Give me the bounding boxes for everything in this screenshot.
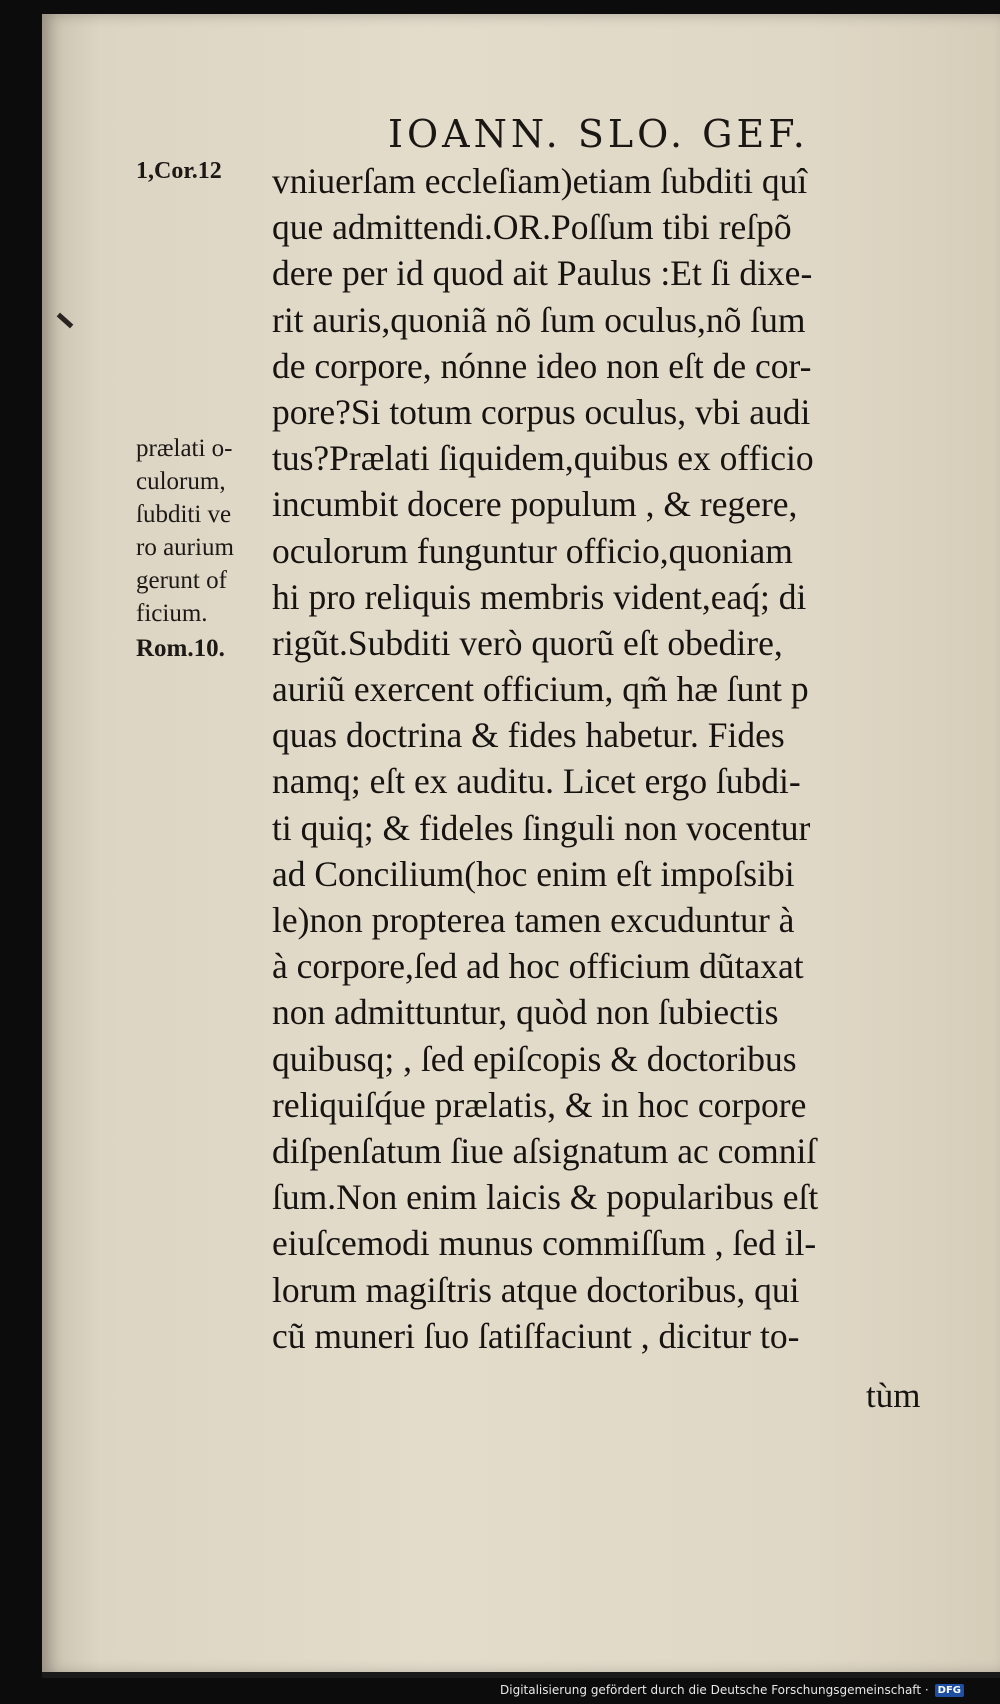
text-line: diſpenſatum ſiue aſsignatum ac comniſ	[272, 1130, 817, 1171]
text-line: dere per id quod ait Paulus :Et ſi dixe-	[272, 253, 813, 294]
text-line: ſum.Non enim laicis & popularibus eſt	[272, 1177, 819, 1218]
text-line: quas doctrina & fides habetur. Fides	[272, 715, 785, 756]
margin-note-line: ro aurium	[136, 534, 234, 561]
text-line: lorum magiſtris atque doctoribus, qui	[272, 1269, 800, 1310]
text-line: que admittendi.OR.Poſſum tibi reſpõ	[272, 207, 792, 248]
running-head: IOANN. SLO. GEF.	[388, 112, 809, 156]
catchword: tùm	[866, 1376, 921, 1415]
text-line: quibusq; , ſed epiſcopis & doctoribus	[272, 1038, 797, 1079]
dfg-logo-icon: DFG	[935, 1684, 964, 1697]
margin-note-line: prælati o-	[136, 435, 233, 462]
text-line: oculorum funguntur officio,quoniam	[272, 530, 793, 571]
margin-reference-romans: Rom.10.	[136, 635, 225, 662]
text-line: de corpore, nónne ideo non eſt de cor-	[272, 345, 812, 386]
text-line: reliquiſq́ue prælatis, & in hoc corpore	[272, 1084, 807, 1125]
text-line: ad Concilium(hoc enim eſt impoſsibi	[272, 853, 795, 894]
digitization-credit: Digitalisierung gefördert durch die Deutsche Forschungsgemeinschaft ·	[500, 1683, 929, 1697]
text-line: vniuerſam eccleſiam)etiam ſubditi quî	[272, 161, 808, 201]
text-line: pore?Si totum corpus oculus, vbi audi	[272, 391, 811, 432]
margin-note-line: ficium.	[136, 600, 208, 627]
margin-reference-corinthians: 1,Cor.12	[136, 158, 222, 184]
text-line: hi pro reliquis membris vident,eaq́; di	[272, 576, 807, 617]
body-text	[272, 158, 952, 1359]
margin-note	[136, 432, 286, 665]
text-line: cũ muneri ſuo ſatiſfaciunt , dicitur to-	[272, 1315, 800, 1356]
text-line: le)non propterea tamen excuduntur à	[272, 900, 795, 940]
digitization-footer	[500, 1680, 964, 1700]
text-line: rit auris,quoniã nõ ſum oculus,nõ ſum	[272, 299, 806, 340]
text-line: tus?Prælati ſiquidem,quibus ex officio	[272, 438, 814, 479]
margin-note-line: gerunt of	[136, 567, 227, 594]
text-line: auriũ exercent officium, qm̃ hæ ſunt p	[272, 669, 809, 710]
margin-note-line: ſubditi ve	[136, 501, 232, 528]
text-line: incumbit docere populum , & regere,	[272, 484, 798, 525]
text-line: à corpore,ſed ad hoc officium dũtaxat	[272, 946, 804, 987]
text-line: non admittuntur, quòd non ſubiectis	[272, 992, 779, 1033]
text-line: namq; eſt ex auditu. Licet ergo ſubdi-	[272, 761, 801, 802]
text-line: rigũt.Subditi verò quorũ eſt obedire,	[272, 622, 783, 663]
text-line: eiuſcemodi munus commiſſum , ſed il-	[272, 1223, 817, 1264]
margin-note-line: culorum,	[136, 468, 226, 495]
text-line: ti quiq; & fideles ſinguli non vocentur	[272, 807, 811, 848]
page-edge	[42, 1672, 1000, 1678]
